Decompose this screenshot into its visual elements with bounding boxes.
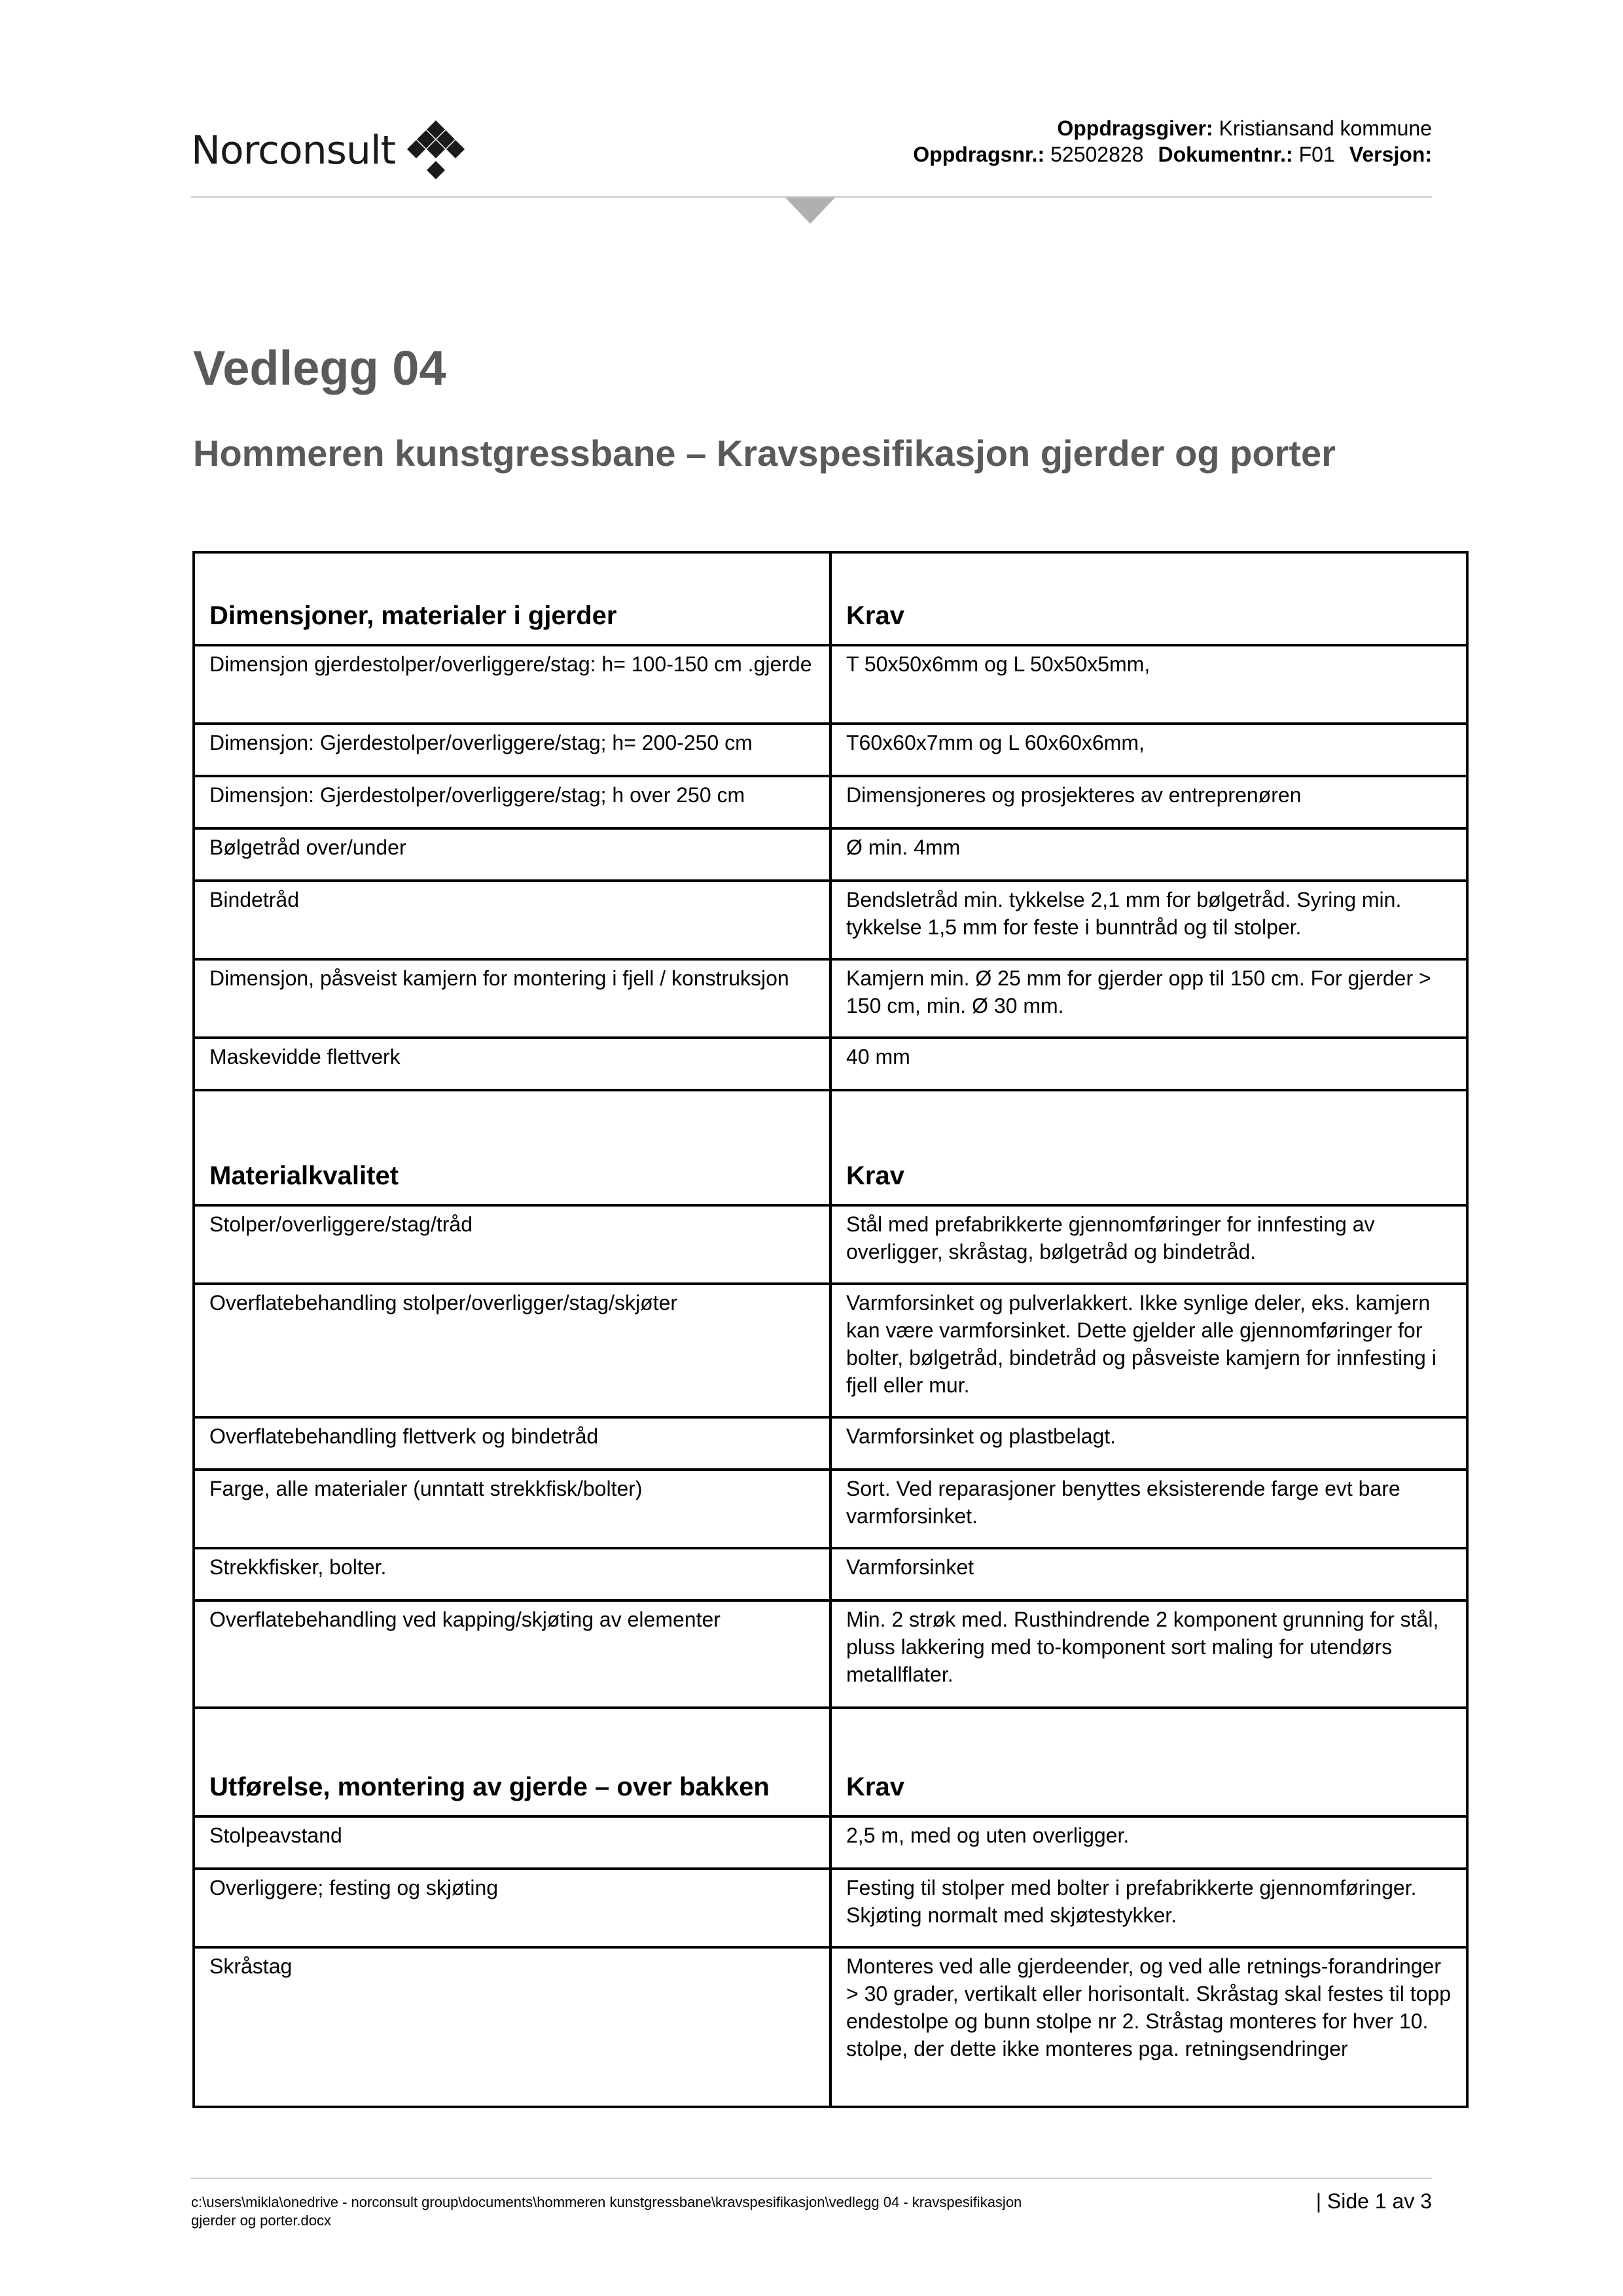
version-label: Versjon: (1349, 143, 1432, 166)
diamond-logo-icon (404, 119, 467, 182)
item-cell: Farge, alle materialer (unntatt strekkfisk/bolter) (194, 1470, 830, 1548)
specification-table (192, 551, 1469, 2108)
footer-divider (191, 2178, 1432, 2179)
section-heading: Materialkvalitet (194, 1090, 830, 1205)
assignment-number-label: Oppdragsnr.: (913, 143, 1045, 166)
requirement-cell: 40 mm (830, 1038, 1467, 1090)
logo-text: Norconsult (191, 128, 396, 173)
item-cell: Overflatebehandling ved kapping/skjøting av elementer (194, 1600, 830, 1708)
client-label: Oppdragsgiver: (1057, 116, 1213, 140)
footer-page-number: | Side 1 av 3 (1315, 2189, 1432, 2213)
requirement-cell: Bendsletråd min. tykkelse 2,1 mm for bølgetråd. Syring min. tykkelse 1,5 mm for feste i bunntråd og til stolper. (830, 881, 1467, 959)
table-row (194, 645, 1467, 724)
item-cell: Dimensjon gjerdestolper/overliggere/stag: h= 100-150 cm .gjerde (194, 645, 830, 724)
table-row (194, 1600, 1467, 1708)
assignment-number-value: 52502828 (1044, 143, 1144, 166)
version (1349, 143, 1432, 166)
section-heading: Dimensjoner, materialer i gjerder (194, 552, 830, 645)
table-row (194, 1284, 1467, 1417)
requirement-cell: Varmforsinket og plastbelagt. (830, 1417, 1467, 1470)
item-cell: Dimensjon: Gjerdestolper/overliggere/stag; h over 250 cm (194, 776, 830, 828)
norconsult-logo (191, 118, 467, 183)
header-client (1057, 116, 1432, 141)
footer-file-path: c:\users\mikla\onedrive - norconsult group\documents\hommeren kunstgressbane\kravspesifikasjon\vedlegg 04 - kravspesifikasjon gjerder og porter.docx (191, 2194, 1022, 2229)
item-cell: Strekkfisker, bolter. (194, 1548, 830, 1600)
section-header-row (194, 552, 1467, 645)
item-cell: Skråstag (194, 1947, 830, 2107)
item-cell: Overflatebehandling flettverk og bindetråd (194, 1417, 830, 1470)
table-row (194, 1205, 1467, 1284)
requirement-heading: Krav (830, 552, 1467, 645)
table-row (194, 1869, 1467, 1947)
item-cell: Maskevidde flettverk (194, 1038, 830, 1090)
header-doc-info (913, 143, 1432, 167)
requirement-cell: 2,5 m, med og uten overligger. (830, 1816, 1467, 1869)
item-cell: Overliggere; festing og skjøting (194, 1869, 830, 1947)
item-cell: Stolper/overliggere/stag/tråd (194, 1205, 830, 1284)
page-subtitle: Hommeren kunstgressbane – Kravspesifikasjon gjerder og porter (193, 433, 1336, 474)
item-cell: Bindetråd (194, 881, 830, 959)
requirement-cell: T 50x50x6mm og L 50x50x5mm, (830, 645, 1467, 724)
document-number-label: Dokumentnr.: (1158, 143, 1293, 166)
table-row (194, 1417, 1467, 1470)
page-title: Vedlegg 04 (193, 341, 446, 395)
document-number-value: F01 (1293, 143, 1335, 166)
requirement-cell: Kamjern min. Ø 25 mm for gjerder opp til 150 cm. For gjerder > 150 cm, min. Ø 30 mm. (830, 959, 1467, 1038)
requirement-cell: T60x60x7mm og L 60x60x6mm, (830, 724, 1467, 776)
requirement-cell: Varmforsinket og pulverlakkert. Ikke synlige deler, eks. kamjern kan være varmforsinket. Dette gjelder alle gjennomføringer for bolter, bølgetråd, bindetråd og påsveiste kamjern for innfesting i fjell eller mur. (830, 1284, 1467, 1417)
item-cell: Overflatebehandling stolper/overligger/stag/skjøter (194, 1284, 830, 1417)
requirement-cell: Monteres ved alle gjerdeender, og ved alle retnings-forandringer > 30 grader, vertikalt eller horisontalt. Skråstag skal festes til topp endestolpe og bunn stolpe nr 2. Stråstag monteres for hver 10. stolpe, der dette ikke monteres pga. retningsendringer (830, 1947, 1467, 2107)
client-value: Kristiansand kommune (1213, 116, 1432, 140)
table-row (194, 776, 1467, 828)
requirement-cell: Stål med prefabrikkerte gjennomføringer for innfesting av overligger, skråstag, bølgetråd og bindetråd. (830, 1205, 1467, 1284)
triangle-marker-icon (785, 198, 835, 224)
table-row (194, 724, 1467, 776)
table-row (194, 1470, 1467, 1548)
document-number (1158, 143, 1334, 166)
section-heading: Utførelse, montering av gjerde – over bakken (194, 1708, 830, 1816)
table-row (194, 1038, 1467, 1090)
item-cell: Stolpeavstand (194, 1816, 830, 1869)
requirement-heading: Krav (830, 1090, 1467, 1205)
requirement-cell: Ø min. 4mm (830, 828, 1467, 881)
requirement-cell: Festing til stolper med bolter i prefabrikkerte gjennomføringer. Skjøting normalt med skjøtestykker. (830, 1869, 1467, 1947)
table-row (194, 1947, 1467, 2107)
table-row (194, 1816, 1467, 1869)
table-row (194, 959, 1467, 1038)
requirement-heading: Krav (830, 1708, 1467, 1816)
item-cell: Dimensjon, påsveist kamjern for montering i fjell / konstruksjon (194, 959, 830, 1038)
requirement-cell: Min. 2 strøk med. Rusthindrende 2 komponent grunning for stål, pluss lakkering med to-komponent sort maling for utendørs metallflater. (830, 1600, 1467, 1708)
requirement-cell: Dimensjoneres og prosjekteres av entreprenøren (830, 776, 1467, 828)
table-row (194, 828, 1467, 881)
section-header-row (194, 1708, 1467, 1816)
item-cell: Dimensjon: Gjerdestolper/overliggere/stag; h= 200-250 cm (194, 724, 830, 776)
requirement-cell: Varmforsinket (830, 1548, 1467, 1600)
requirement-cell: Sort. Ved reparasjoner benyttes eksisterende farge evt bare varmforsinket. (830, 1470, 1467, 1548)
section-header-row (194, 1090, 1467, 1205)
table-row (194, 1548, 1467, 1600)
item-cell: Bølgetråd over/under (194, 828, 830, 881)
table-row (194, 881, 1467, 959)
